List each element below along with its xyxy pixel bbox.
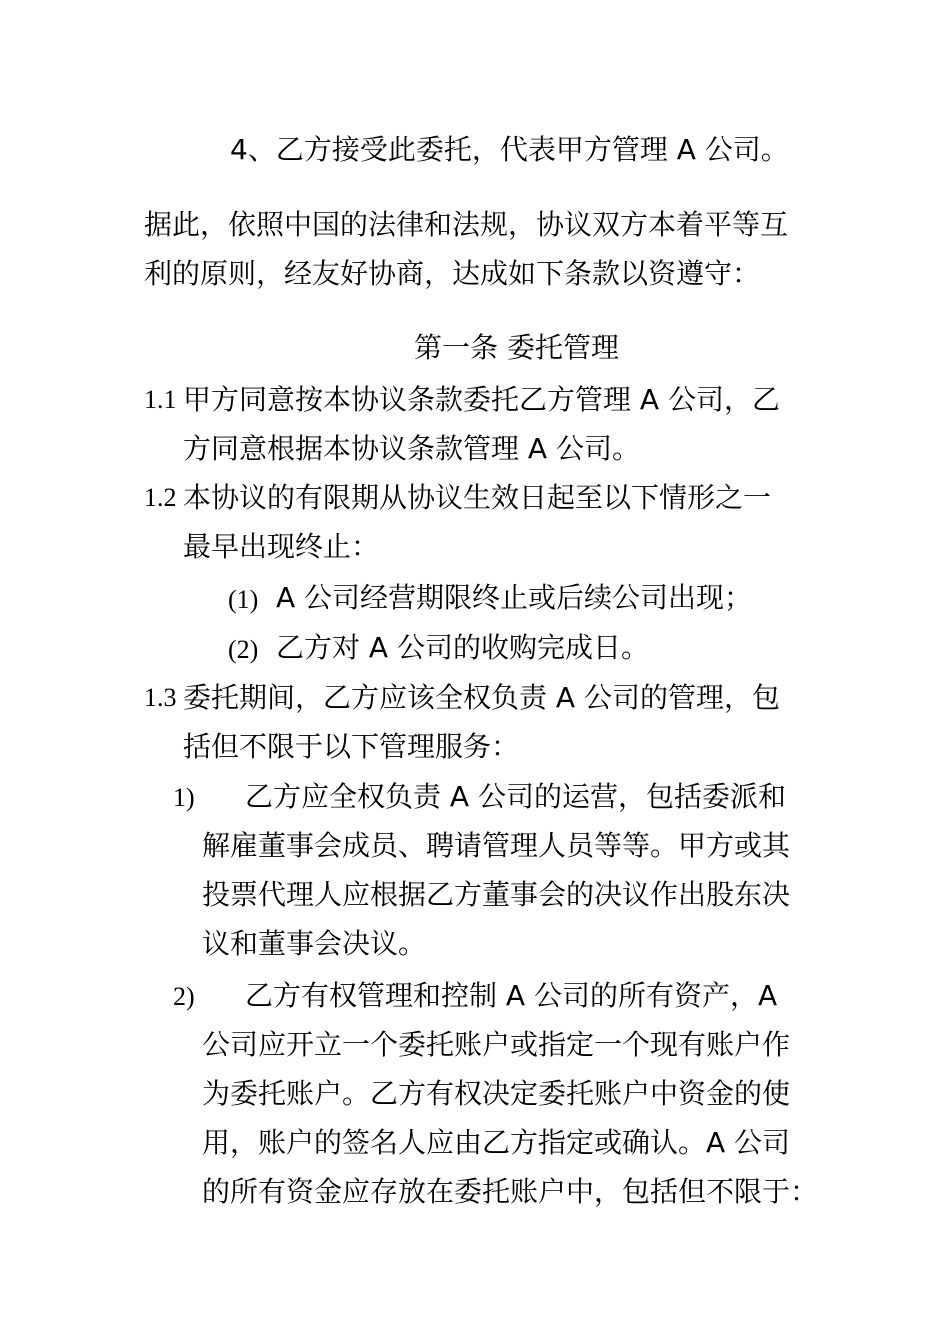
subitem-text: A 公司经营期限终止或后续公司出现； [276, 581, 753, 614]
subitem-text: 乙方对 A 公司的收购完成日。 [276, 631, 649, 664]
clause-line: 甲方同意按本协议条款委托乙方管理 A 公司，乙 [183, 383, 780, 416]
clause-line: 方同意根据本协议条款管理 A 公司。 [183, 432, 640, 465]
subitem-line: 的所有资金应存放在委托账户中，包括但不限于： [202, 1175, 819, 1208]
clause-line: 本协议的有限期从协议生效日起至以下情形之一 [183, 481, 772, 514]
clause-number: 1.1 [144, 385, 177, 414]
subitem-line: 公司应开立一个委托账户或指定一个现有账户作 [202, 1028, 791, 1061]
subitem-line: 用，账户的签名人应由乙方指定或确认。A 公司 [202, 1126, 791, 1159]
subitem-line: 为委托账户。乙方有权决定委托账户中资金的使 [202, 1077, 791, 1110]
intro-item: 4、乙方接受此委托，代表甲方管理 A 公司。 [230, 133, 789, 166]
subitem-marker: 2) [173, 982, 195, 1011]
clause-line: 委托期间，乙方应该全权负责 A 公司的管理，包 [183, 681, 780, 714]
clause-line: 最早出现终止： [183, 530, 380, 563]
subitem-marker: 1) [173, 783, 195, 812]
subitem-line: 乙方应全权负责 A 公司的运营，包括委派和 [245, 780, 786, 813]
preamble-line-1: 据此，依照中国的法律和法规，协议双方本着平等互 [144, 208, 789, 241]
subitem-line: 投票代理人应根据乙方董事会的决议作出股东决 [202, 878, 791, 911]
subitem-line: 乙方有权管理和控制 A 公司的所有资产，A [245, 979, 778, 1012]
preamble-line-2: 利的原则，经友好协商，达成如下条款以资遵守： [144, 257, 761, 290]
subitem-line: 解雇董事会成员、聘请管理人员等等。甲方或其 [202, 829, 791, 862]
clause-number: 1.2 [144, 483, 177, 512]
subitem-marker: (2) [228, 635, 259, 664]
clause-line: 括但不限于以下管理服务： [183, 730, 520, 763]
article-title: 第一条 委托管理 [414, 331, 619, 364]
subitem-line: 议和董事会决议。 [202, 927, 427, 960]
subitem-marker: (1) [228, 585, 259, 614]
clause-number: 1.3 [144, 683, 177, 712]
